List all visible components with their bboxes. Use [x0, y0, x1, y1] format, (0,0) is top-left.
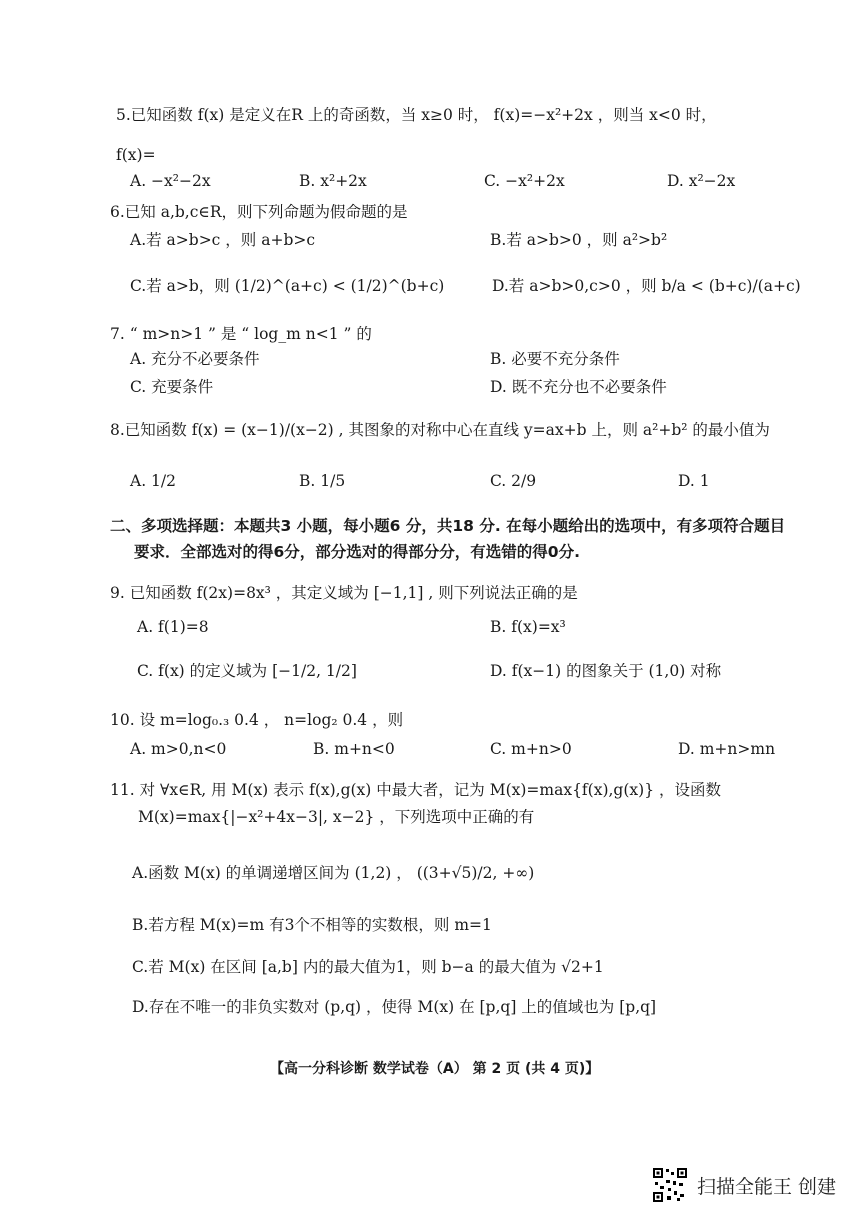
q7-option-d: D. 既不充分也不必要条件 [490, 378, 667, 396]
q7-option-c: C. 充要条件 [130, 378, 214, 396]
q9-option-c: C. f(x) 的定义域为 [−1/2, 1/2] [137, 662, 357, 680]
q11-option-b: B.若方程 M(x)=m 有3个不相等的实数根，则 m=1 [132, 916, 492, 934]
q9-stem: 9. 已知函数 f(2x)=8x³ ，其定义域为 [−1,1] , 则下列说法正确的是 [110, 584, 578, 602]
scanner-watermark: 扫描全能王 创建 [697, 1176, 837, 1198]
section2-heading: 二、多项选择题：本题共3 小题，每小题6 分，共18 分. 在每小题给出的选项中，有多项符合题目 [110, 517, 786, 535]
q6-option-b: B.若 a>b>0 ，则 a²>b² [490, 231, 668, 249]
page-footer: 【高一分科诊断 数学试卷（A） 第 2 页 (共 4 页)】 [270, 1061, 600, 1077]
q11-option-c: C.若 M(x) 在区间 [a,b] 内的最大值为1，则 b−a 的最大值为 √2+1 [132, 958, 604, 976]
q6-stem: 6.已知 a,b,c∈R，则下列命题为假命题的是 [110, 203, 408, 221]
q5-stem: 5.已知函数 f(x) 是定义在R 上的奇函数，当 x≥0 时， f(x)=−x²+2x ，则当 x<0 时， [116, 106, 717, 124]
q10-option-c: C. m+n>0 [490, 740, 572, 758]
q8-option-a: A. 1/2 [130, 472, 176, 490]
qr-code-icon [652, 1167, 688, 1203]
q5-option-d: D. x²−2x [667, 172, 736, 190]
q11-stem: 11. 对 ∀x∈R, 用 M(x) 表示 f(x),g(x) 中最大者，记为 M(x)=max{f(x),g(x)} ，设函数 [110, 781, 721, 799]
q9-option-b: B. f(x)=x³ [490, 618, 566, 636]
q5-stem-cont: f(x)= [116, 146, 156, 164]
q11-option-d: D.存在不唯一的非负实数对 (p,q) ，使得 M(x) 在 [p,q] 上的值域也为 [p,q] [132, 998, 657, 1016]
q7-stem: 7. “ m>n>1 ” 是 “ log_m n<1 ” 的 [110, 325, 372, 343]
q8-option-d: D. 1 [678, 472, 710, 490]
q6-option-c: C.若 a>b，则 (1/2)^(a+c) < (1/2)^(b+c) [130, 277, 445, 295]
q9-option-a: A. f(1)=8 [137, 618, 209, 636]
q10-stem: 10. 设 m=log₀.₃ 0.4 ， n=log₂ 0.4 ，则 [110, 711, 404, 729]
q11-option-a: A.函数 M(x) 的单调递增区间为 (1,2) ， ((3+√5)/2, +∞) [132, 864, 535, 882]
q8-option-c: C. 2/9 [490, 472, 537, 490]
q10-option-d: D. m+n>mn [678, 740, 776, 758]
q5-option-a: A. −x²−2x [130, 172, 211, 190]
q6-option-d: D.若 a>b>0,c>0 ，则 b/a < (b+c)/(a+c) [492, 277, 801, 295]
section2-heading-cont: 要求．全部选对的得6分，部分选对的得部分分，有选错的得0分. [134, 543, 580, 561]
q11-stem-cont: M(x)=max{|−x²+4x−3|, x−2} ，下列选项中正确的有 [138, 808, 535, 826]
q10-option-b: B. m+n<0 [313, 740, 395, 758]
q8-option-b: B. 1/5 [299, 472, 346, 490]
q5-option-c: C. −x²+2x [484, 172, 565, 190]
q9-option-d: D. f(x−1) 的图象关于 (1,0) 对称 [490, 662, 722, 680]
q5-option-b: B. x²+2x [299, 172, 367, 190]
q7-option-a: A. 充分不必要条件 [130, 350, 260, 368]
q8-stem: 8.已知函数 f(x) = (x−1)/(x−2) , 其图象的对称中心在直线 y=ax+b 上，则 a²+b² 的最小值为 [110, 421, 770, 439]
q10-option-a: A. m>0,n<0 [130, 740, 227, 758]
q6-option-a: A.若 a>b>c ，则 a+b>c [130, 231, 316, 249]
q7-option-b: B. 必要不充分条件 [490, 350, 620, 368]
